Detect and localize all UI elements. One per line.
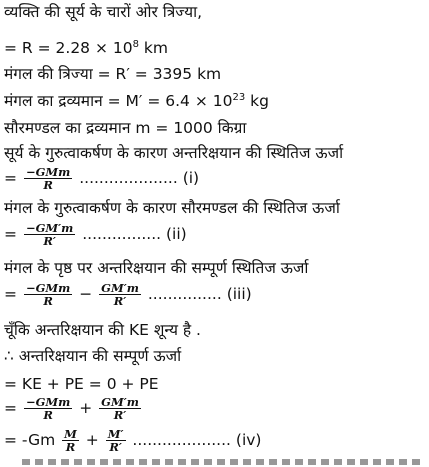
- equation-4-denominator-2: R′: [113, 408, 127, 422]
- text-line-8: मंगल के गुरुत्वाकर्षण के कारण सौरमण्डल की स्थितिज ऊर्जा: [4, 199, 340, 217]
- equation-2: [4, 222, 187, 247]
- line-4-text: मंगल का द्रव्यमान = M′ = 6.4 × 10: [4, 92, 233, 110]
- text-line-5: सौरमण्डल का द्रव्यमान m = 1000 किग्रा: [4, 119, 247, 137]
- equation-4-operator: +: [79, 399, 93, 417]
- equation-4-lead: =: [4, 399, 17, 417]
- equation-3-denominator-1: R: [43, 294, 53, 308]
- line-2-text: = R = 2.28 × 10: [4, 39, 133, 57]
- equation-5-operator: +: [85, 431, 99, 449]
- line-2-exponent: 8: [132, 38, 139, 50]
- equation-3-lead: =: [4, 285, 17, 303]
- equation-2-numerator: −GM′m: [25, 221, 74, 235]
- equation-3-numerator-1: −GMm: [25, 281, 71, 295]
- text-line-13: ∴ अन्तरिक्षयान की सम्पूर्ण ऊर्जा: [4, 347, 182, 365]
- equation-1-label: .................... (i): [74, 169, 200, 187]
- equation-5-fraction-2: [106, 428, 126, 453]
- equation-5-numerator-2: M′: [107, 427, 124, 441]
- equation-4-fraction-1: [24, 396, 72, 421]
- text-line-14: = KE + PE = 0 + PE: [4, 375, 159, 393]
- equation-5-label: .................... (iv): [127, 431, 262, 449]
- equation-5-lead: = -Gm: [4, 431, 56, 449]
- equation-4-numerator-1: −GMm: [25, 395, 71, 409]
- equation-5-fraction-1: [62, 428, 79, 453]
- equation-4-denominator-1: R: [43, 408, 53, 422]
- equation-3-operator: −: [79, 285, 93, 303]
- equation-1-lead: =: [4, 169, 17, 187]
- equation-5-numerator-1: M: [64, 427, 77, 441]
- equation-5: [4, 428, 261, 453]
- equation-5-denominator-2: R′: [109, 440, 122, 454]
- text-line-1: व्यक्ति की सूर्य के चारों ओर त्रिज्या,: [4, 3, 203, 21]
- cropped-text-edge: [22, 459, 422, 465]
- equation-2-label: ................ (ii): [77, 225, 187, 243]
- text-line-10: मंगल के पृष्ठ पर अन्तरिक्षयान की सम्पूर्ण स्थितिज ऊर्जा: [4, 259, 309, 277]
- text-line-12: चूँकि अन्तरिक्षयान की KE शून्य है .: [4, 321, 201, 339]
- equation-2-fraction: [24, 222, 75, 247]
- equation-3-label: ............... (iii): [142, 285, 252, 303]
- equation-2-denominator: R′: [43, 234, 56, 248]
- equation-1-numerator: −GMm: [25, 165, 71, 179]
- equation-3-fraction-1: [24, 282, 72, 307]
- equation-1: [4, 166, 199, 191]
- line-4-exponent: 23: [232, 91, 246, 103]
- text-line-3: मंगल की त्रिज्या = R′ = 3395 km: [4, 65, 222, 83]
- text-line-4: [4, 91, 269, 111]
- text-line-2: [4, 38, 168, 58]
- equation-3-denominator-2: R′: [113, 294, 127, 308]
- equation-3-numerator-2: GM′m: [101, 281, 139, 295]
- equation-5-denominator-1: R: [65, 440, 76, 454]
- line-2-unit: km: [138, 39, 168, 57]
- equation-4-numerator-2: GM′m: [101, 395, 139, 409]
- equation-1-fraction: [24, 166, 72, 191]
- line-4-unit: kg: [245, 92, 269, 110]
- equation-3-fraction-2: [99, 282, 141, 307]
- equation-3: [4, 282, 252, 307]
- equation-2-lead: =: [4, 225, 17, 243]
- text-line-6: सूर्य के गुरुत्वाकर्षण के कारण अन्तरिक्षयान की स्थितिज ऊर्जा: [4, 144, 344, 162]
- equation-1-denominator: R: [43, 178, 53, 192]
- equation-4-fraction-2: [99, 396, 141, 421]
- equation-4: [4, 396, 143, 421]
